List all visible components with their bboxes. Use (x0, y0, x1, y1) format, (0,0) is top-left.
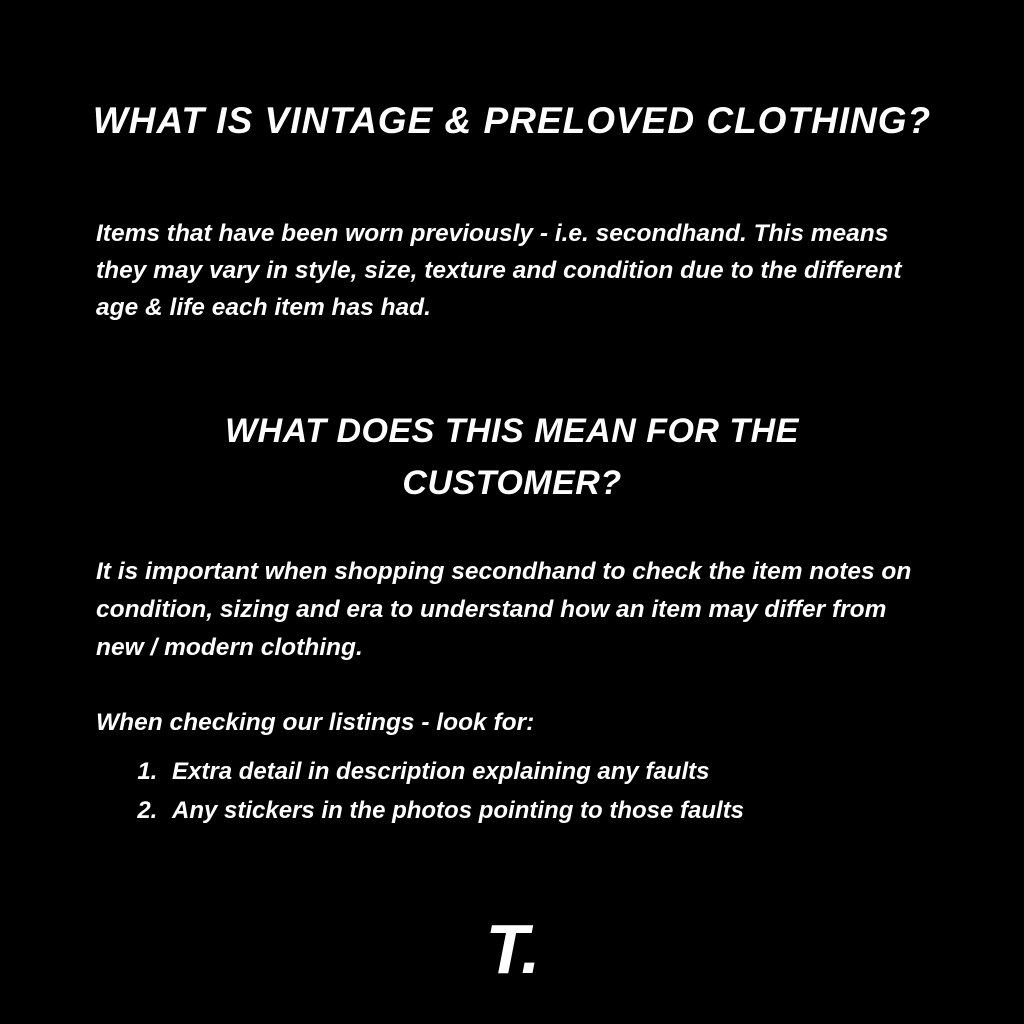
checklist (120, 752, 928, 830)
list-item: 2. Any stickers in the photos pointing to those faults (164, 791, 928, 830)
page-title: WHAT IS VINTAGE & PRELOVED CLOTHING? (92, 99, 932, 141)
intro-paragraph: Items that have been worn previously - i.e. secondhand. This means they may vary in style, size, texture and condition due to the different age & life each item has had. (96, 219, 902, 321)
list-item: 1. Extra detail in description explaining any faults (164, 752, 928, 791)
section-title: WHAT DOES THIS MEAN FOR THE CUSTOMER? (225, 412, 799, 503)
list-lead-in-text: When checking our listings - look for: (96, 708, 535, 736)
brand-logo: T. (485, 910, 539, 988)
body-paragraph: It is important when shopping secondhand to check the item notes on condition, sizing and era to understand how an item may differ from new / modern clothing. (96, 557, 912, 661)
